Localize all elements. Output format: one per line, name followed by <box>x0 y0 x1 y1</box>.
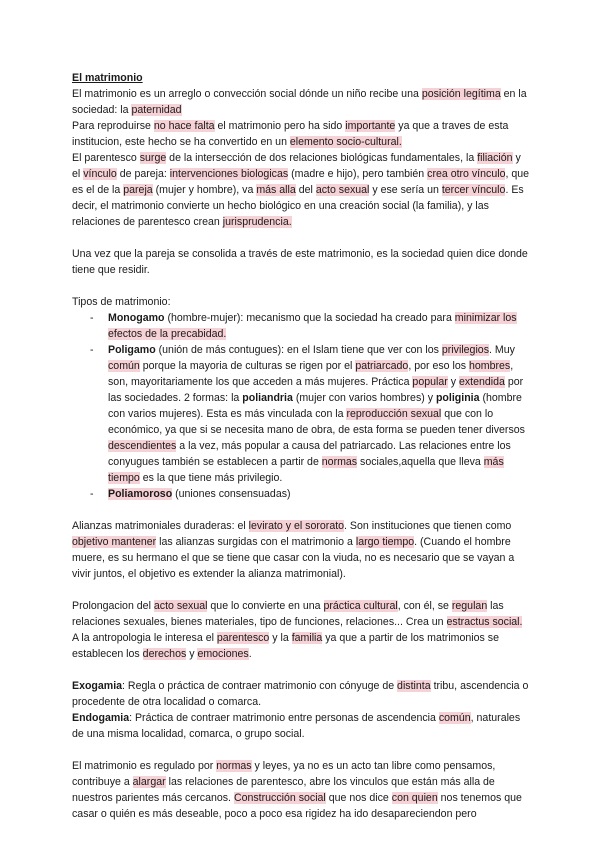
highlight: más tiempo <box>108 456 504 484</box>
highlight: privilegios <box>441 344 489 356</box>
highlight: patriarcado <box>355 360 409 372</box>
text-run: . (Cuando el hombre muere, es su hermano el que se tiene que casar con la viuda, no es necesario que se vayan a vivir juntos, el objetivo es extender la alianza matrimonial). <box>72 536 515 580</box>
highlight: Construcción social <box>233 792 326 804</box>
highlight: práctica cultural <box>323 600 398 612</box>
highlight: levirato y el sororato <box>248 520 345 532</box>
paragraph-antropologia <box>72 630 530 662</box>
text-run: (hombre con varios mujeres). Esta es más vinculada con la <box>108 392 522 420</box>
text-run: nos tenemos que casar o quién es más deseable, poco a poco esa rigidez ha ido desapareciendon pero <box>72 792 522 820</box>
highlight: popular <box>412 376 448 388</box>
text-run: y <box>447 376 459 388</box>
paragraph-definition <box>72 86 530 118</box>
paragraph-reproduction <box>72 118 530 150</box>
highlight: emociones <box>197 648 249 660</box>
text-run: Monogamo <box>108 312 165 324</box>
highlight: acto sexual <box>153 600 208 612</box>
paragraph-regulacion <box>72 758 530 822</box>
text-run: poliginia <box>435 392 480 404</box>
highlight: común <box>438 712 471 724</box>
list-item-poligamo <box>108 342 530 486</box>
highlight: importante <box>345 120 396 132</box>
text-run: (hombre-mujer): mecanismo que la sociedad ha creado para <box>164 312 455 324</box>
highlight: estractus social. <box>446 616 523 628</box>
text-run: y el <box>72 152 521 180</box>
highlight: paternidad <box>131 104 182 116</box>
highlight: reproducción sexual <box>346 408 442 420</box>
highlight: tercer vínculo <box>441 184 506 196</box>
text-run: (mujer con varios hombres) y <box>292 392 436 404</box>
text-run: en la sociedad: la <box>72 88 527 116</box>
paragraph-exogamia <box>72 678 530 710</box>
highlight: vínculo <box>83 168 117 180</box>
highlight: objetivo mantener <box>72 536 157 548</box>
highlight: alargar <box>132 776 166 788</box>
text-run: El matrimonio es regulado por <box>72 760 217 772</box>
text-run: (uniones consensuadas) <box>172 488 291 500</box>
highlight: crea otro vínculo <box>427 168 506 180</box>
paragraph-endogamia <box>72 710 530 742</box>
paragraph-residence: Una vez que la pareja se consolida a través de este matrimonio, es la sociedad quien dice donde tiene que residir. <box>72 248 528 276</box>
highlight: normas <box>321 456 358 468</box>
highlight: común <box>108 360 140 372</box>
text-run: las relaciones de parentesco, abre los vinculos que están más alla de nuestros parientes más cercanos. <box>72 776 495 804</box>
text-run: y <box>186 648 198 660</box>
text-run: , por eso los <box>408 360 469 372</box>
paragraph-prolongacion <box>72 598 530 630</box>
highlight: elemento socio-cultural. <box>289 136 402 148</box>
highlight: pareja <box>123 184 153 196</box>
highlight: con quien <box>391 792 438 804</box>
highlight: largo tiempo <box>355 536 415 548</box>
text-run: ya que a partir de los matrimonios se establecen los <box>72 632 499 660</box>
text-run: , naturales de una misma localidad, comarca, o grupo social. <box>72 712 521 740</box>
text-run: Exogamia <box>72 680 123 692</box>
text-run: tribu, ascendencia o procedente de otra localidad o comarca. <box>72 680 529 708</box>
highlight: posición legítima <box>421 88 501 100</box>
text-run: de pareja: <box>116 168 170 180</box>
paragraph-parentesco <box>72 150 530 230</box>
highlight: filiación <box>477 152 513 164</box>
text-run: Prolongacion del <box>72 600 154 612</box>
text-run: , son, mayoritariamente los que acceden a más mujeres. Práctica <box>108 360 514 388</box>
text-run: . Son instituciones que tienen como <box>344 520 512 532</box>
text-run: por las sociedades. 2 formas: la <box>108 376 524 404</box>
highlight: acto sexual <box>315 184 370 196</box>
text-run: (madre e hijo), pero también <box>288 168 428 180</box>
text-run: las alianzas surgidas con el matrimonio a <box>156 536 356 548</box>
text-run: (unión de más contugues): en el Islam tiene que ver con los <box>155 344 442 356</box>
highlight: derechos <box>142 648 187 660</box>
text-run: : Práctica de contraer matrimonio entre personas de ascendencia <box>129 712 439 724</box>
text-run: El parentesco <box>72 152 140 164</box>
highlight: Poliamoroso <box>108 488 173 500</box>
text-run: sociales,aquella que lleva <box>357 456 484 468</box>
text-run: y ese sería un <box>369 184 442 196</box>
text-run: del <box>295 184 316 196</box>
highlight: hombres <box>468 360 511 372</box>
highlight: extendida <box>458 376 505 388</box>
text-run: . Muy <box>489 344 515 356</box>
tipos-heading: Tipos de matrimonio: <box>72 296 171 308</box>
text-run: que lo convierte en una <box>207 600 324 612</box>
text-run: las relaciones sexuales, bienes materiales, tipo de funciones, relaciones... Crea un <box>72 600 504 628</box>
text-run: a la vez, más popular a causa del patriarcado. Las relaciones entre los conyugues también se establecen a partir de <box>108 440 511 468</box>
text-run: . <box>248 648 252 660</box>
highlight: intervenciones biologicas <box>169 168 289 180</box>
document-title <box>72 70 530 86</box>
tipos-list <box>72 310 530 502</box>
text-run: porque la mayoria de culturas se rigen por el <box>139 360 356 372</box>
highlight: parentesco <box>216 632 270 644</box>
highlight: normas <box>216 760 252 772</box>
text-run: Alianzas matrimoniales duraderas: el <box>72 520 249 532</box>
text-run: : Regla o práctica de contraer matrimonio con cónyuge de <box>122 680 398 692</box>
highlight: minimizar los efectos de la precabidad. <box>108 312 517 340</box>
highlight: no hace falta <box>153 120 215 132</box>
text-run: Para reproduirse <box>72 120 154 132</box>
text-run: el matrimonio pero ha sido <box>214 120 346 132</box>
text-run: es la que tiene más privilegio. <box>139 472 283 484</box>
text-run: El matrimonio es un arreglo o convección social dónde un niño recibe una <box>72 88 422 100</box>
text-run: poliandria <box>242 392 293 404</box>
highlight: descendientes <box>108 440 177 452</box>
text-run: que nos dice <box>325 792 392 804</box>
text-run: y leyes, ya no es un acto tan libre como pensamos, contribuye a <box>72 760 496 788</box>
list-item-poliamoroso <box>108 486 530 502</box>
text-run: ya que a traves de esta institucion, este hecho se ha convertido en un <box>72 120 509 148</box>
highlight: más alla <box>256 184 296 196</box>
highlight: surge <box>139 152 167 164</box>
list-item-monogamo <box>108 310 530 342</box>
text-run: (mujer y hombre), va <box>152 184 257 196</box>
text-run: , que es el de la <box>72 168 530 196</box>
paragraph-alianzas <box>72 518 530 582</box>
highlight: jurisprudencia. <box>222 216 292 228</box>
highlight: distinta <box>397 680 431 692</box>
text-run: El matrimonio <box>72 72 143 84</box>
highlight: regulan <box>451 600 488 612</box>
text-run: que con lo económico, ya que si se necesita mano de obra, de esta forma se pueden tener diversos <box>108 408 525 436</box>
text-run: de la intersección de dos relaciones biológicas fundamentales, la <box>166 152 478 164</box>
text-run: , con él, se <box>397 600 452 612</box>
text-run: y la <box>269 632 292 644</box>
text-run: A la antropologia le interesa el <box>72 632 217 644</box>
text-run: . Es decir, el matrimonio convierte un hecho biológico en una creación social (la familia), y las relaciones de parentesco crean <box>72 184 524 228</box>
highlight: familia <box>291 632 323 644</box>
text-run: Poligamo <box>108 344 156 356</box>
text-run: Endogamia <box>72 712 130 724</box>
